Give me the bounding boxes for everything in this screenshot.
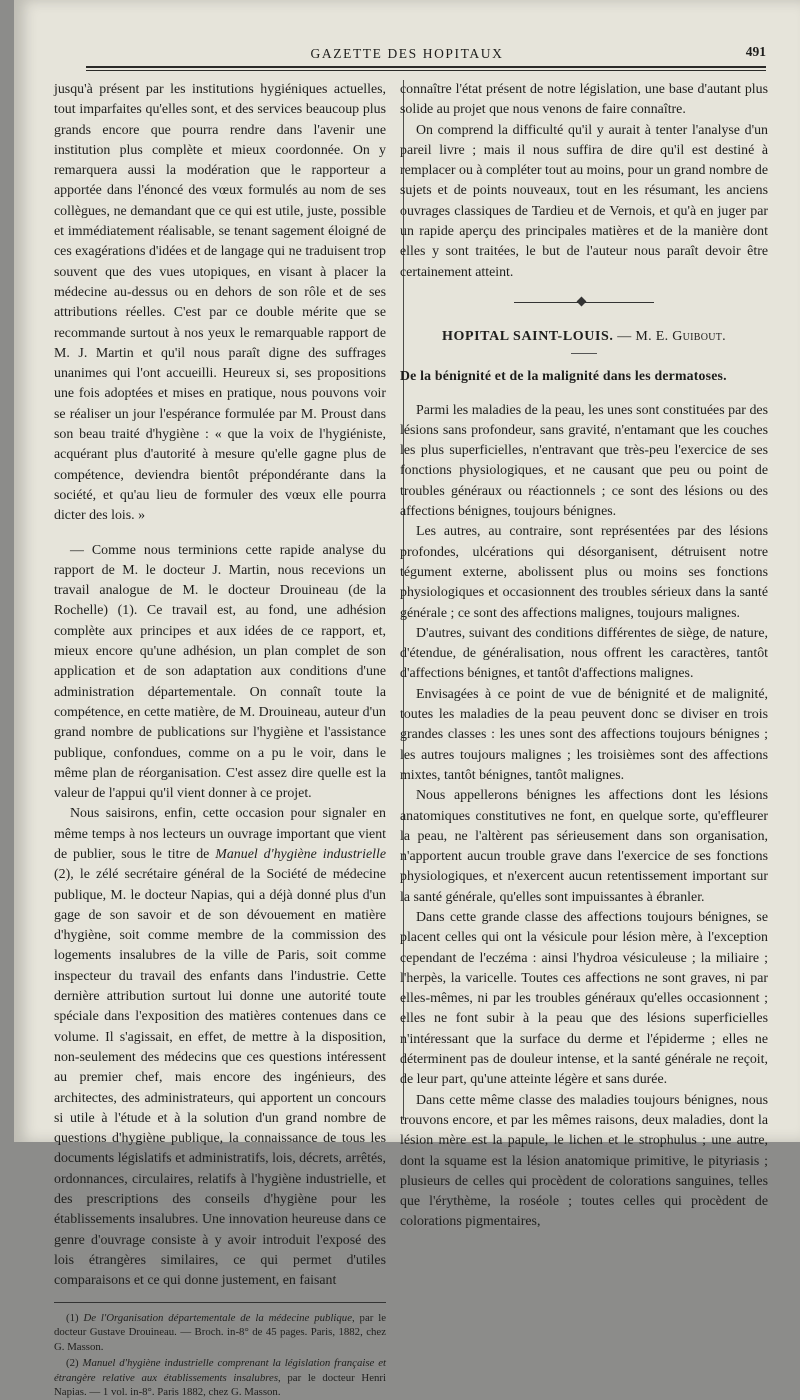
left-column [54,80,386,1400]
paragraph-text: (2), le zélé secrétaire général de la Société de médecine publique, M. le docteur Napias, qui a déjà donné plus d'un gage de son savoir et de son dévouement en matière d'hygiène, soit comme membre de la commission des logements insalubres de la ville de Paris, soit comme inspecteur du travail des enfants dans l'industrie. Cette dernière attribution surtout lui donne une autorité toute spéciale dans l'exposition des matières contenues dans ce volume. Il s'agissait, en effet, de mettre à la disposition, non-seulement des médecins que ces questions intéressent au premier chef, mais encore des ingénieurs, des architectes, des administrateurs, qui apportent un concours si utile à l'étude et à la solution d'un grand nombre de questions d'hygiène publique, la connaissance de tous les documents législatifs et administratifs, lois, décrets, arrêtés, ordonnances, circulaires, relatifs à l'hygiène industrielle, et des prescriptions des conseils d'hygiène pour les établissements insalubres. Une innovation heureuse dans ce genre d'ouvrage consiste à y avoir introduit l'exposé des lois étrangères similaires, ce qui permet d'utiles comparaisons et ce qui donne justement, en faisant [54,867,386,1289]
paragraph-text: Nous saisirons, enfin, cette occasion pour signaler en même temps à nos lecteurs un ouvrage important que vient de publier, sous le titre de [54,806,386,862]
footnote-title: Manuel d'hygiène industrielle comprenant la législation française et étrangère relative aux établissements insalubres [54,1357,386,1384]
diamond-ornament-icon [577,297,587,307]
hospital-name: HOPITAL SAINT-LOUIS. [442,328,614,344]
paragraph: Dans cette grande classe des affections toujours bénignes, se placent celles qui ont la vésicule pour lésion mère, à l'exception cependant de l'eczéma : ainsi l'hydroa vésiculeuse ; la miliaire ; l'herpès, la varicelle. Toutes ces affections ne sont graves, ni par elles-mêmes, ni par les troubles généraux qu'elles occasionnent ; elles ne font subir à la peau que des lésions superficielles n'intéressant que la surface du derme et l'épiderme ; elles ne déterminent pas de douleur intense, et la santé générale ne reçoit, de leur part, qu'une atteinte légère et sans durée. [400,909,768,1088]
footnote-text: , par le docteur Henri Napias. — 1 vol. in-8°. Paris 1882, chez G. Masson. [54,1371,386,1399]
header-rule [86,66,766,71]
paragraph: connaître l'état présent de notre législation, une base d'autant plus solide au projet que nous venons de faire connaître. [400,82,768,118]
footnote-rule [54,1302,386,1303]
footnote [54,1311,386,1355]
footnote-title: De l'Organisation départementale de la médecine publique [83,1311,352,1324]
book-title: Manuel d'hygiène industrielle [215,846,386,862]
footnote [54,1356,386,1400]
section-separator [514,297,654,309]
paragraph: Parmi les maladies de la peau, les unes sont constituées par des lésions sans profondeur, sans gravité, n'entamant que les couches les plus superficielles, n'entravant que très-peu l'exercice de ses fonctions physiologiques, et ne causant que peu ou point de troubles généraux ou réactionnels ; ce sont des lésions ou des affections bénignes, toujours bénignes. [400,402,768,520]
paragraph: D'autres, suivant des conditions différentes de siège, de nature, d'étendue, de généralisation, nous offrent les caractères, tantôt d'affections bénignes, et tantôt d'affections malignes. [400,625,768,682]
paragraph: Les autres, au contraire, sont représentées par des lésions profondes, ulcérations qui désorganisent, détruisent notre tégument externe, abolissent plus ou moins ses fonctions physiologiques et occasionnent des troubles sérieux dans la santé générale ; ce sont des affections malignes, toujours malignes. [400,524,768,621]
section-author: — M. E. Guibout. [613,328,726,344]
paragraph: — Comme nous terminions cette rapide analyse du rapport de M. le docteur J. Martin, nous recevions un travail analogue de M. le docteur Drouineau (de la Rochelle) (1). Ce travail est, au fond, une adhésion complète aux principes et aux idées de ce rapport, et, mieux encore qu'une adhésion, un plan complet de son application et de son adaptation aux conditions d'une administration départementale. On connaît toute la compétence, en cette matière, de M. Drouineau, auteur d'un grand nombre de publications sur l'hygiène et l'assistance publique, confondues, comme on a pu le voir, dans le même plan de réorganisation. C'est assez dire quelle est la valeur de l'appui qu'il vient donner à ce projet. [54,542,386,802]
paragraph [54,804,386,1291]
paragraph: Envisagées à ce point de vue de bénignité et de malignité, toutes les maladies de la peau peuvent donc se diviser en trois grandes classes : les unes sont des affections toujours bénignes ; les autres toujours malignes ; les troisièmes sont des affections mixtes, tantôt bénignes, tantôt malignes. [400,686,768,783]
running-header-title: GAZETTE DES HOPITAUX [310,46,504,61]
paragraph: Dans cette même classe des maladies toujours bénignes, nous trouvons encore, et par les mêmes raisons, deux maladies, dont la lésion mère est la papule, le lichen et le strophulus ; une autre, dont la squame est la lésion anatomique primitive, le pityriasis ; plusieurs de celles qui procèdent de colorations sanguines, telles que l'érythème, la roséole ; toutes celles qui procèdent de colorations pigmentaires, [400,1092,768,1230]
article-subtitle: De la bénignité et de la malignité dans les dermatoses. [400,368,727,384]
right-column [400,80,768,1233]
page-number: 491 [745,44,766,59]
paragraph: jusqu'à présent par les institutions hygiéniques actuelles, tout imparfaites qu'elles sont, et des services beaucoup plus grands encore que pourra rendre dans l'avenir une institution plus complète et mieux coordonnée. On y remarquera aussi la modération que le rapporteur a apportée dans l'énoncé des vœux formulés au nom de ses collègues, ne demandant que ce qui est utile, juste, possible et immédiatement réalisable, se tenant sagement éloigné de ces exagérations d'idées et de langage qui ne traduisent trop souvent que des vues utopiques, en visant à placer la médecine au-dessus ou en dehors de son rôle et de ses attributions réelles. C'est par ce double mérite que se recommande surtout à nos yeux le remarquable rapport de M. J. Martin et qu'il nous paraît digne des suffrages unanimes qui l'ont accueilli. Heureux si, ses propositions une fois adoptées et mises en pratique, nous pouvons voir se réaliser un jour l'espérance formulée par M. Proust dans son beau traité d'hygiène : « que la voix de l'hygiéniste, acquérant plus d'autorité à mesure qu'elle gagne plus de compétence, deviendra bientôt prépondérante dans la société, et qu'au lieu de formuler des vœux elle pourra dicter des lois. » [54,82,386,524]
section-heading [400,327,768,347]
heading-rule [571,353,597,354]
paragraph: Nous appellerons bénignes les affections dont les lésions anatomiques constitutives ne font, en quelque sorte, qu'effleurer la peau, ne l'altèrent pas sérieusement dans son organisation, n'apportent aucun trouble grave dans l'exercice de ses fonctions physiologiques, et n'exercent aucun retentissement important sur la santé générale, qu'elles sont impuissantes à ébranler. [400,788,768,905]
footnote-text: , par le docteur Gustave Drouineau. — Broch. in-8° de 45 pages. Paris, 1882, chez G. Masson. [54,1311,386,1353]
paragraph: On comprend la difficulté qu'il y aurait à tenter l'analyse d'un pareil livre ; mais il nous suffira de dire qu'il est destiné à remplacer ou à compléter tout au moins, pour un grand nombre de sujets et de points nouveaux, tout en les résumant, les anciens ouvrages classiques de Tardieu et de Vernois, et qu'à en juger par un rapide aperçu des principales matières et de la manière dont elles y sont traitées, le but de l'auteur nous paraît devoir être certainement atteint. [400,122,768,280]
newspaper-page [14,0,800,1399]
footnote-marker: (1) [66,1311,84,1324]
footnote-marker: (2) [66,1357,83,1370]
